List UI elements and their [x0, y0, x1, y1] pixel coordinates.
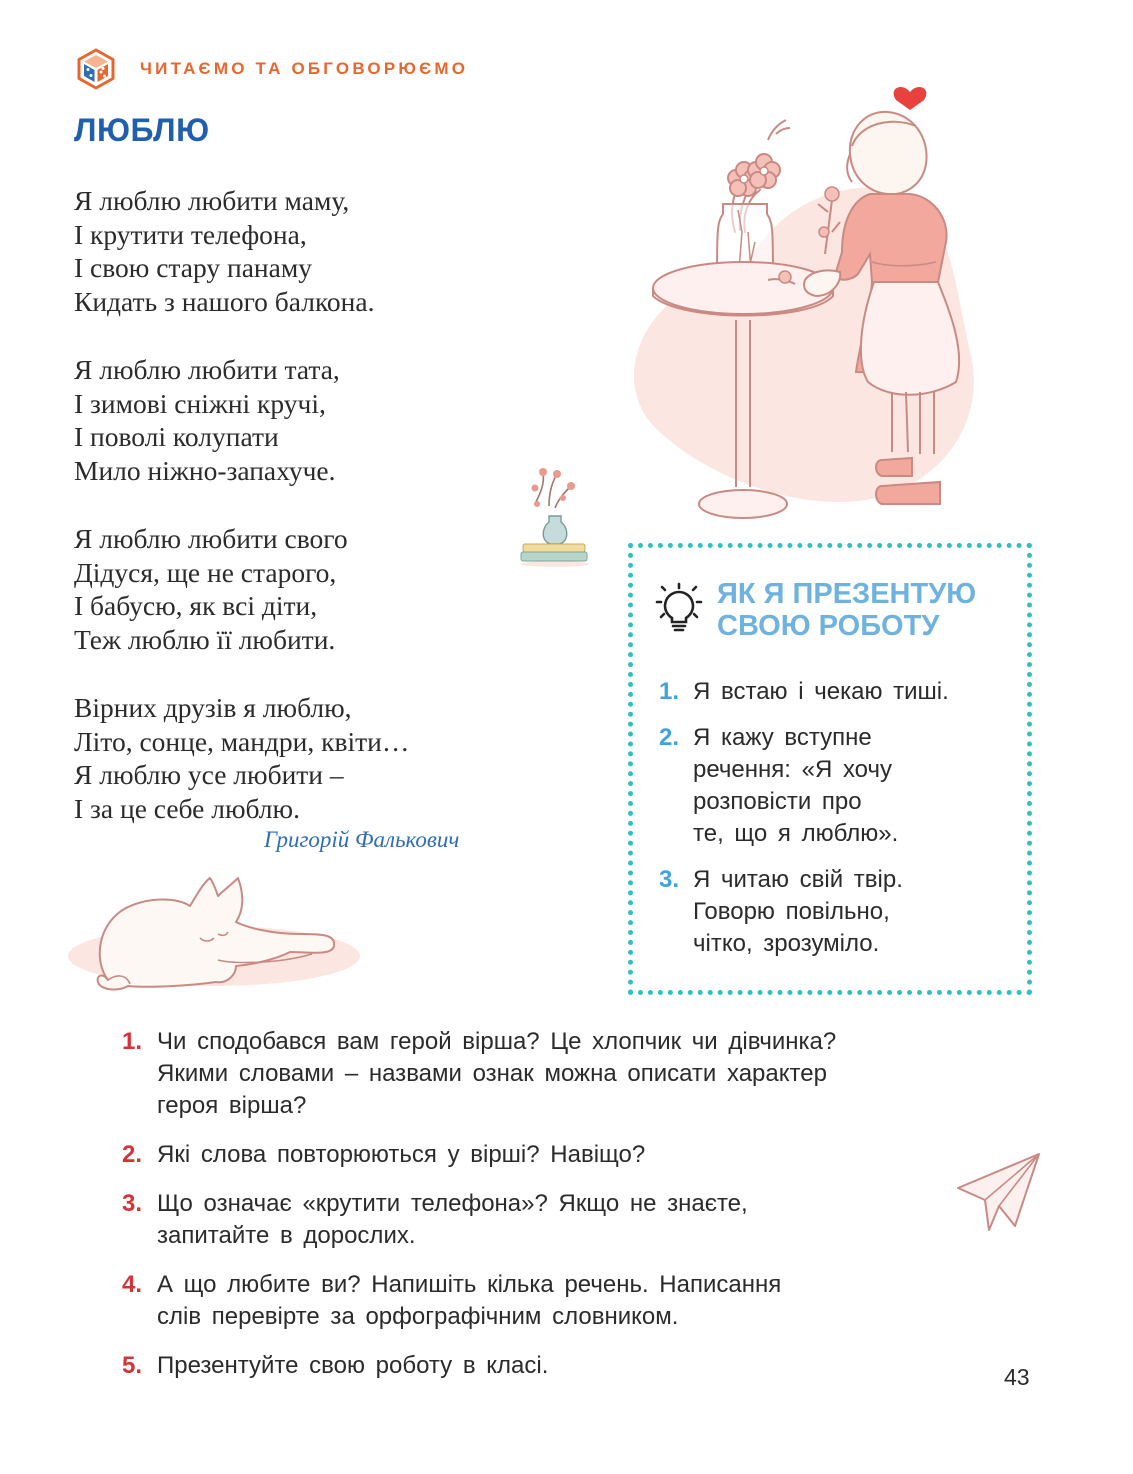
tip-step-text	[693, 676, 949, 708]
question-line: слів перевірте за орфографічним словником.	[157, 1303, 679, 1330]
poem-line: Я люблю любити маму,	[74, 185, 350, 216]
question-number: 1.	[122, 1028, 143, 1055]
poem-line: І крутити телефона,	[74, 218, 307, 250]
tip-header	[653, 578, 976, 642]
lightbulb-icon	[653, 582, 705, 634]
tip-step	[659, 864, 1019, 960]
poem-line: І свою стару панаму	[74, 252, 312, 283]
poem-author: Григорій Фалькович	[264, 827, 460, 852]
question-number: 5.	[122, 1352, 143, 1379]
tip-step-line: Я кажу вступне	[693, 724, 872, 751]
question-text	[157, 1139, 645, 1171]
question-line: героя вірша?	[157, 1092, 307, 1119]
tip-title-line: СВОЮ РОБОТУ	[717, 610, 940, 642]
question-item	[122, 1188, 1002, 1252]
question-line: Якими словами – назвами ознак можна описати характер	[157, 1060, 827, 1087]
tip-step-line: чітко, зрозуміло.	[693, 930, 880, 957]
dice-icon	[74, 47, 118, 91]
question-list	[122, 1026, 1002, 1399]
tip-step-line: речення: «Я хочу	[693, 756, 892, 783]
poem-line: Вірних друзів я люблю,	[74, 692, 352, 723]
question-text	[157, 1269, 781, 1333]
page-number: 43	[1004, 1364, 1030, 1390]
tip-step-number: 2.	[659, 724, 680, 751]
tip-step-text	[693, 722, 898, 850]
tip-step-text	[693, 864, 903, 960]
tip-title-line: ЯК Я ПРЕЗЕНТУЮ	[717, 578, 977, 610]
poem-line: Дідуся, ще не старого,	[74, 556, 337, 588]
question-text	[157, 1350, 548, 1382]
poem-line: Я люблю любити свого	[74, 523, 348, 554]
tip-step-line: Я читаю свій твір.	[693, 866, 903, 893]
poem-stanza	[74, 691, 544, 825]
question-number: 4.	[122, 1271, 143, 1298]
question-item	[122, 1350, 1002, 1382]
poem-line: Теж люблю її любити.	[74, 623, 336, 655]
poem-line: І бабусю, як всі діти,	[74, 590, 318, 621]
poem-title: ЛЮБЛЮ	[74, 112, 210, 148]
presentation-tips-box	[628, 543, 1032, 995]
paper-plane-icon	[955, 1150, 1045, 1240]
poem-line: Я люблю усе любити –	[74, 759, 344, 790]
question-number: 2.	[122, 1141, 143, 1168]
poem-stanza	[74, 522, 544, 656]
poem-line: Мило ніжно-запахуче.	[74, 454, 336, 486]
tip-steps	[659, 676, 1019, 974]
poem-line: І за це себе люблю.	[74, 792, 300, 824]
poem-line: Літо, сонце, мандри, квіти…	[74, 725, 410, 757]
tip-step-line: Я встаю і чекаю тиші.	[693, 678, 949, 705]
tip-step	[659, 676, 1019, 708]
poem-stanza	[74, 184, 544, 318]
tip-step-number: 1.	[659, 678, 680, 705]
question-text	[157, 1026, 836, 1122]
tip-step-number: 3.	[659, 866, 680, 893]
poem-line: І зимові сніжні кручі,	[74, 387, 326, 419]
girl-with-flowers	[620, 82, 990, 522]
question-line: запитайте в дорослих.	[157, 1222, 416, 1249]
question-line: Чи сподобався вам герой вірша? Це хлопчик чи дівчинка?	[157, 1028, 837, 1055]
question-line: Які слова повторюються у вірші? Навіщо?	[157, 1141, 646, 1168]
question-item	[122, 1026, 1002, 1122]
poem-line: І поволі колупати	[74, 421, 279, 452]
poem-line: Кидать з нашого балкона.	[74, 285, 375, 317]
poem-line: Я люблю любити тата,	[74, 354, 340, 385]
tip-step-line: те, що я люблю».	[693, 820, 899, 847]
question-text	[157, 1188, 748, 1252]
question-line: Що означає «крутити телефона»? Якщо не знаєте,	[157, 1190, 748, 1217]
tip-step-line: розповісти про	[693, 788, 862, 815]
question-item	[122, 1139, 1002, 1171]
section-label: ЧИТАЄМО ТА ОБГОВОРЮЄМО	[140, 59, 469, 78]
question-number: 3.	[122, 1190, 143, 1217]
question-line: А що любите ви? Напишіть кілька речень. Написання	[157, 1271, 782, 1298]
tip-step	[659, 722, 1019, 850]
question-line: Презентуйте свою роботу в класі.	[157, 1352, 549, 1379]
tip-step-line: Говорю повільно,	[693, 898, 890, 925]
section-header	[74, 46, 468, 92]
vase-on-books	[515, 464, 595, 569]
cat-lying	[68, 868, 363, 998]
poem-body	[74, 184, 544, 860]
poem-stanza	[74, 353, 544, 487]
question-item	[122, 1269, 1002, 1333]
tip-title	[717, 578, 976, 642]
